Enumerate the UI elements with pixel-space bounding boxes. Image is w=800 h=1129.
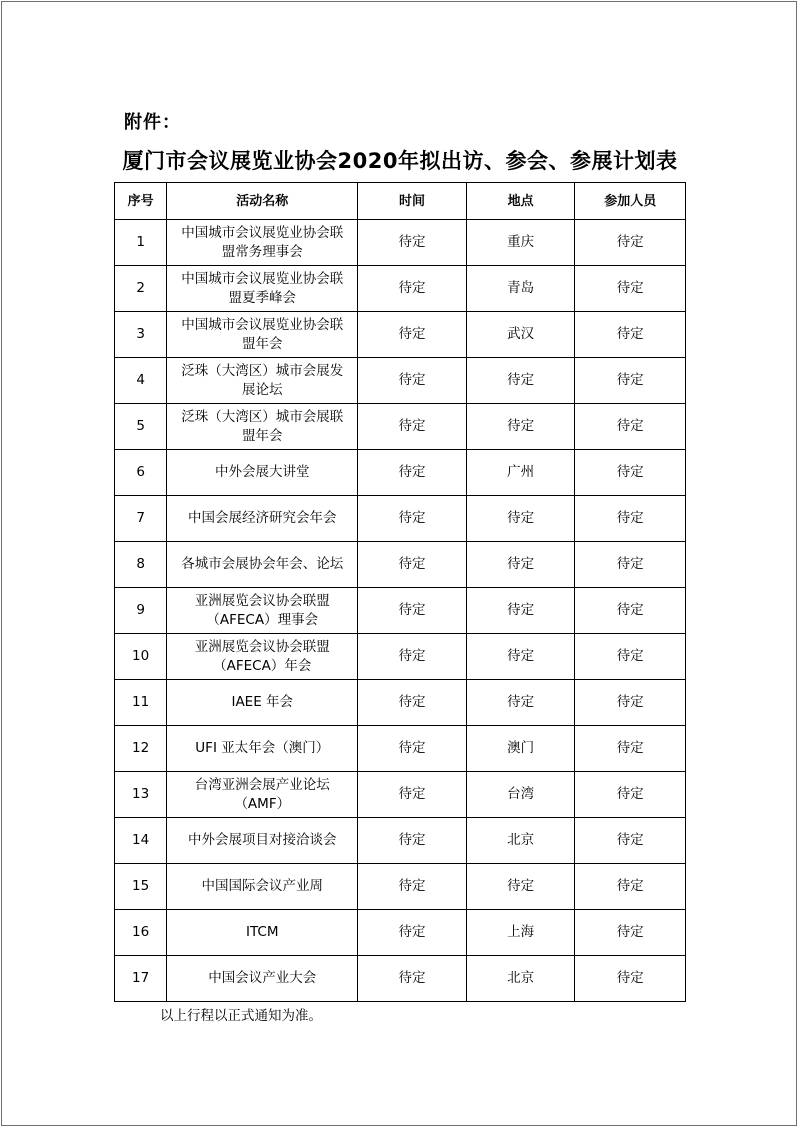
cell-no: 9 — [115, 588, 167, 634]
cell-place: 待定 — [466, 680, 575, 726]
cell-no: 16 — [115, 910, 167, 956]
cell-activity-name: ITCM — [167, 910, 358, 956]
cell-no: 7 — [115, 496, 167, 542]
cell-time: 待定 — [358, 404, 467, 450]
cell-no: 5 — [115, 404, 167, 450]
cell-activity-name: 中国国际会议产业周 — [167, 864, 358, 910]
cell-no: 12 — [115, 726, 167, 772]
cell-place: 广州 — [466, 450, 575, 496]
cell-activity-name: 中外会展大讲堂 — [167, 450, 358, 496]
header-row — [115, 183, 686, 220]
table-row — [115, 864, 686, 910]
cell-people: 待定 — [575, 450, 686, 496]
cell-time: 待定 — [358, 220, 467, 266]
cell-place: 待定 — [466, 358, 575, 404]
cell-people: 待定 — [575, 266, 686, 312]
cell-time: 待定 — [358, 772, 467, 818]
cell-time: 待定 — [358, 496, 467, 542]
cell-time: 待定 — [358, 312, 467, 358]
table-row — [115, 772, 686, 818]
footnote: 以上行程以正式通知为准。 — [160, 1008, 322, 1024]
table-row — [115, 910, 686, 956]
cell-time: 待定 — [358, 726, 467, 772]
cell-people: 待定 — [575, 220, 686, 266]
cell-time: 待定 — [358, 956, 467, 1002]
cell-time: 待定 — [358, 680, 467, 726]
cell-no: 11 — [115, 680, 167, 726]
cell-place: 台湾 — [466, 772, 575, 818]
cell-time: 待定 — [358, 634, 467, 680]
cell-people: 待定 — [575, 726, 686, 772]
cell-time: 待定 — [358, 266, 467, 312]
cell-no: 10 — [115, 634, 167, 680]
cell-place: 待定 — [466, 496, 575, 542]
cell-people: 待定 — [575, 312, 686, 358]
document-title: 厦门市会议展览业协会2020年拟出访、参会、参展计划表 — [122, 149, 678, 173]
cell-people: 待定 — [575, 680, 686, 726]
header-place: 地点 — [466, 183, 575, 220]
table-row — [115, 312, 686, 358]
cell-activity-name: 中国城市会议展览业协会联盟夏季峰会 — [167, 266, 358, 312]
cell-activity-name: 泛珠（大湾区）城市会展发展论坛 — [167, 358, 358, 404]
table-row — [115, 542, 686, 588]
cell-place: 武汉 — [466, 312, 575, 358]
plan-table — [114, 182, 686, 1002]
cell-place: 重庆 — [466, 220, 575, 266]
table-row — [115, 588, 686, 634]
cell-people: 待定 — [575, 818, 686, 864]
cell-people: 待定 — [575, 956, 686, 1002]
cell-place: 待定 — [466, 404, 575, 450]
cell-activity-name: 中国会展经济研究会年会 — [167, 496, 358, 542]
cell-no: 3 — [115, 312, 167, 358]
table-row — [115, 220, 686, 266]
cell-place: 北京 — [466, 818, 575, 864]
cell-people: 待定 — [575, 588, 686, 634]
cell-people: 待定 — [575, 404, 686, 450]
cell-no: 8 — [115, 542, 167, 588]
cell-activity-name: 各城市会展协会年会、论坛 — [167, 542, 358, 588]
table-row — [115, 726, 686, 772]
cell-no: 14 — [115, 818, 167, 864]
cell-activity-name: IAEE 年会 — [167, 680, 358, 726]
cell-activity-name: 中外会展项目对接洽谈会 — [167, 818, 358, 864]
table-row — [115, 956, 686, 1002]
cell-activity-name: 中国会议产业大会 — [167, 956, 358, 1002]
cell-place: 待定 — [466, 634, 575, 680]
cell-no: 2 — [115, 266, 167, 312]
cell-time: 待定 — [358, 910, 467, 956]
cell-time: 待定 — [358, 588, 467, 634]
cell-place: 澳门 — [466, 726, 575, 772]
table-body — [115, 220, 686, 1002]
table-row — [115, 680, 686, 726]
cell-no: 1 — [115, 220, 167, 266]
table-row — [115, 404, 686, 450]
cell-time: 待定 — [358, 864, 467, 910]
attachment-label: 附件： — [124, 112, 181, 133]
cell-time: 待定 — [358, 818, 467, 864]
cell-place: 待定 — [466, 588, 575, 634]
cell-activity-name: 中国城市会议展览业协会联盟年会 — [167, 312, 358, 358]
header-name: 活动名称 — [167, 183, 358, 220]
cell-place: 待定 — [466, 864, 575, 910]
cell-activity-name: UFI 亚太年会（澳门） — [167, 726, 358, 772]
header-no: 序号 — [115, 183, 167, 220]
cell-no: 6 — [115, 450, 167, 496]
header-time: 时间 — [358, 183, 467, 220]
cell-place: 上海 — [466, 910, 575, 956]
cell-people: 待定 — [575, 358, 686, 404]
table-row — [115, 496, 686, 542]
cell-place: 青岛 — [466, 266, 575, 312]
cell-time: 待定 — [358, 542, 467, 588]
cell-time: 待定 — [358, 450, 467, 496]
table-row — [115, 266, 686, 312]
table-header — [115, 183, 686, 220]
cell-no: 4 — [115, 358, 167, 404]
cell-place: 待定 — [466, 542, 575, 588]
cell-people: 待定 — [575, 864, 686, 910]
cell-activity-name: 亚洲展览会议协会联盟（AFECA）年会 — [167, 634, 358, 680]
cell-people: 待定 — [575, 772, 686, 818]
table-row — [115, 818, 686, 864]
cell-activity-name: 泛珠（大湾区）城市会展联盟年会 — [167, 404, 358, 450]
cell-place: 北京 — [466, 956, 575, 1002]
table-row — [115, 358, 686, 404]
cell-people: 待定 — [575, 634, 686, 680]
header-people: 参加人员 — [575, 183, 686, 220]
cell-no: 15 — [115, 864, 167, 910]
cell-no: 13 — [115, 772, 167, 818]
cell-people: 待定 — [575, 910, 686, 956]
cell-people: 待定 — [575, 542, 686, 588]
cell-activity-name: 中国城市会议展览业协会联盟常务理事会 — [167, 220, 358, 266]
cell-people: 待定 — [575, 496, 686, 542]
cell-time: 待定 — [358, 358, 467, 404]
table-row — [115, 450, 686, 496]
table-row — [115, 634, 686, 680]
cell-activity-name: 台湾亚洲会展产业论坛（AMF） — [167, 772, 358, 818]
cell-no: 17 — [115, 956, 167, 1002]
cell-activity-name: 亚洲展览会议协会联盟（AFECA）理事会 — [167, 588, 358, 634]
